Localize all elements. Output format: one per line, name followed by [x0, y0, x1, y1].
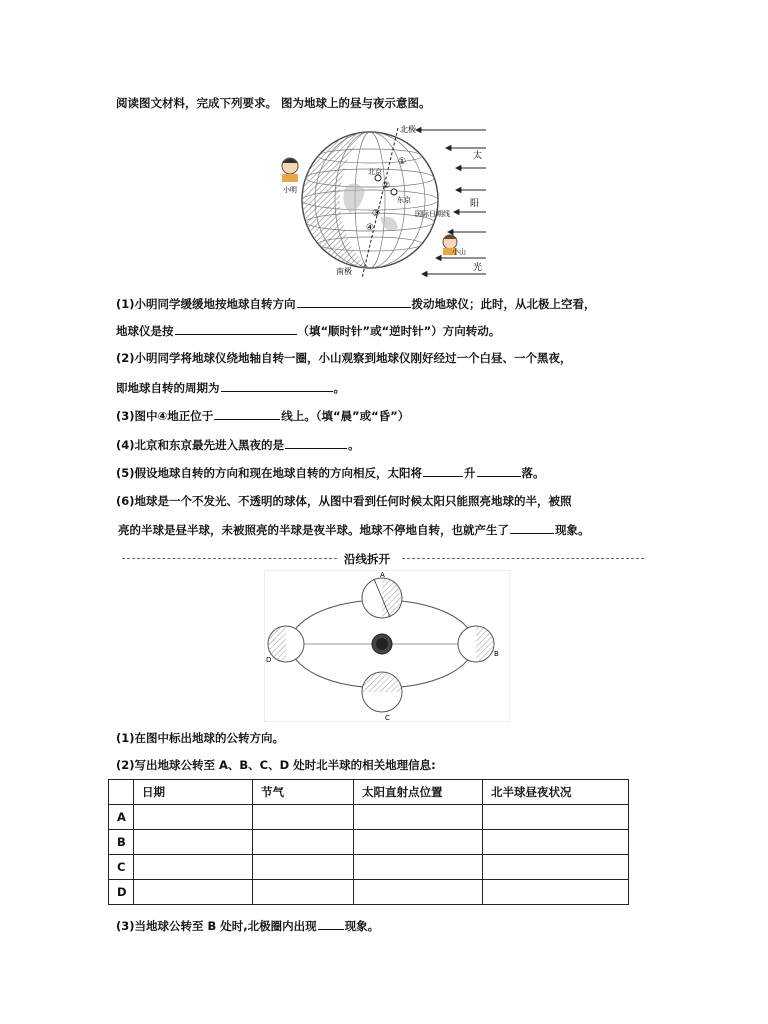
question-2-line1: (2)小明同学将地球仪绕地轴自转一圈，小山观察到地球仪刚好经过一个白昼、一个黑夜， [116, 351, 572, 365]
answer-blank-1b[interactable] [175, 323, 297, 335]
tear-line-label: 沿线拆开 [344, 552, 390, 566]
earth-B [458, 626, 494, 662]
answer-blank-1a[interactable] [297, 296, 411, 308]
table-cell[interactable] [483, 805, 629, 830]
person-right-label: 小山 [452, 248, 466, 256]
sun-char-1: 太 [473, 151, 483, 161]
tokyo-label: 东京 [397, 196, 411, 204]
table-cell[interactable] [134, 880, 253, 905]
person-left-label: 小明 [283, 186, 297, 194]
table-cell[interactable] [134, 830, 253, 855]
table-header-row [109, 780, 629, 805]
part2-question-3: (3)当地球公转至 B 处时,北极圈内出现 现象。 [116, 919, 380, 933]
earth-C [362, 672, 402, 712]
answer-blank-5b[interactable] [477, 465, 521, 477]
question-2-line2: 即地球自转的周期为 。 [116, 381, 345, 395]
table-cell[interactable] [354, 805, 483, 830]
table-row [109, 830, 629, 855]
answer-blank-4[interactable] [285, 437, 347, 449]
table-cell[interactable] [253, 830, 354, 855]
answer-blank-p3[interactable] [318, 918, 344, 930]
table-cell[interactable] [483, 830, 629, 855]
tear-line [122, 551, 644, 565]
answer-blank-6[interactable] [510, 522, 554, 534]
south-pole-label: 南极 [336, 267, 352, 276]
question-4: (4)北京和东京最先进入黑夜的是 。 [116, 438, 360, 452]
beijing-label: 北京 [368, 168, 382, 176]
sun-char-3: 光 [473, 263, 483, 273]
revolution-figure [264, 570, 510, 722]
table-row [109, 880, 629, 905]
row-label: C [109, 855, 134, 880]
marker-3: ③ [372, 209, 381, 219]
answer-blank-2[interactable] [221, 380, 333, 392]
table-cell[interactable] [354, 855, 483, 880]
table-corner [109, 780, 134, 805]
marker-2: ② [382, 181, 391, 191]
north-pole-label: 北极 [400, 125, 416, 134]
row-label: A [109, 805, 134, 830]
header-date: 日期 [134, 780, 253, 805]
table-cell[interactable] [354, 830, 483, 855]
part2-question-1: (1)在图中标出地球的公转方向。 [116, 731, 285, 745]
earth-A [362, 578, 402, 618]
table-cell[interactable] [134, 805, 253, 830]
table-cell[interactable] [253, 805, 354, 830]
answer-blank-5a[interactable] [423, 465, 463, 477]
question-3: (3)图中④地正位于 线上。（填“晨”或“昏”） [116, 409, 410, 423]
question-6-line2: 亮的半球是昼半球，未被照亮的半球是夜半球。地球不停地自转，也就产生了 现象。 [118, 523, 590, 537]
table-row [109, 855, 629, 880]
answer-blank-3[interactable] [214, 408, 280, 420]
row-label: D [109, 880, 134, 905]
table-cell[interactable] [483, 855, 629, 880]
question-1-line2: 地球仪是按 （填“顺时针”或“逆时针”）方向转动。 [116, 324, 501, 338]
date-line-label: 国际日期线 [415, 210, 450, 218]
part2-question-2: (2)写出地球公转至 A、B、C、D 处时北半球的相关地理信息: [116, 758, 436, 772]
table-row [109, 805, 629, 830]
earth-D [268, 626, 304, 662]
table-cell[interactable] [134, 855, 253, 880]
header-direct-point: 太阳直射点位置 [354, 780, 483, 805]
question-6-line1: (6)地球是一个不发光、不透明的球体，从图中看到任何时候太阳只能照亮地球的半，被照 [116, 494, 572, 508]
question-1-line1: (1)小明同学缓缓地按地球自转方向 拨动地球仪；此时，从北极上空看， [116, 297, 596, 311]
table-cell[interactable] [253, 880, 354, 905]
label-C: C [385, 714, 390, 722]
intro-text: 阅读图文材料，完成下列要求。 图为地球上的昼与夜示意图。 [116, 96, 431, 110]
row-label: B [109, 830, 134, 855]
marker-4: ④ [366, 223, 375, 233]
person-left-icon [282, 158, 298, 182]
question-5: (5)假设地球自转的方向和现在地球自转的方向相反，太阳将 升 落。 [116, 466, 545, 480]
table-cell[interactable] [253, 855, 354, 880]
info-table [108, 779, 629, 905]
label-D: D [266, 656, 272, 664]
sun-char-2: 阳 [470, 199, 480, 209]
header-solar-term: 节气 [253, 780, 354, 805]
globe-figure [270, 118, 500, 278]
marker-1: ① [398, 157, 407, 167]
header-day-night: 北半球昼夜状况 [483, 780, 629, 805]
label-A: A [380, 571, 385, 579]
table-cell[interactable] [483, 880, 629, 905]
table-cell[interactable] [354, 880, 483, 905]
label-B: B [494, 650, 499, 658]
